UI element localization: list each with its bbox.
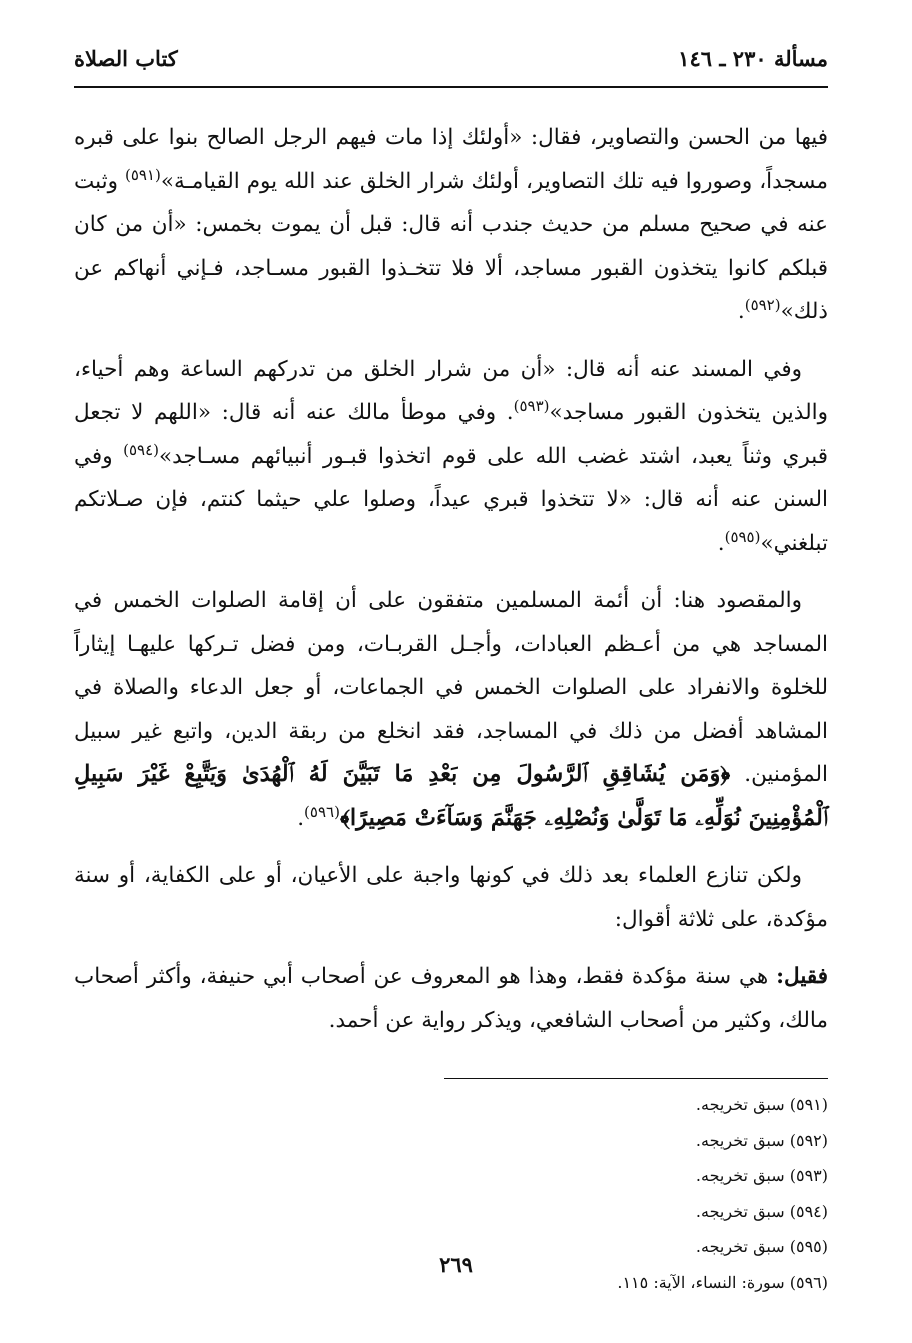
footnote-item: (٥٩٥) سبق تخريجه. [695,1237,828,1256]
paragraph [74,579,828,840]
text-run: . [717,530,725,556]
footnote-reference: (٥٩٥) [724,527,761,546]
text-run: هي سنة مؤكدة فقط، وهذا هو المعروف عن أصحاب أبي حنيفة، وأكثر أصحاب مالك، وكثير من أصحاب الشافعي، ويذكر رواية عن أحمد. [74,964,828,1033]
text-run: . [297,805,305,831]
text-run: . [737,299,745,324]
text-run: والمقصود هنا: أن أئمة المسلمين متفقون على أن إقامة الصلوات الخمس في المساجد هي من أعـظم العبادات، وأجـل القربـات، ومن فضل تـركها عليهـا إيثاراً للخلوة والانفراد على الصلوات الخمس في الجماعات، أو جعل الدعاء والصلاة في المشاهد أفضل من ذلك في المساجد، فقد انخلع من ربقة الدين، واتبع غير سبيل المؤمنين. [74,588,828,787]
footnote-item: (٥٩١) سبق تخريجه. [695,1095,828,1114]
paragraph [74,854,828,941]
quran-verse: ﴿وَمَن يُشَاقِقِ ٱلرَّسُولَ مِن بَعْدِ مَا تَبَيَّنَ لَهُ ٱلْهُدَىٰ وَيَتَّبِعْ غَيْرَ سَبِيلِ ٱلْمُؤْمِنِينَ نُوَلِّهِۦ مَا تَوَلَّىٰ وَنُصْلِهِۦ جَهَنَّمَ وَسَآءَتْ مَصِيرًا﴾ [74,761,828,831]
footnote-item: (٥٩٣) سبق تخريجه. [695,1166,828,1185]
text-run: وثبت عنه في صحيح مسلم من حديث جندب أنه قال: قبل أن يموت بخمس: «أن من كان قبلكم كانوا يتخذون القبور مساجد، ألا فلا تتخـذوا القبور مسـاجد، فـإني أنهاكم عن ذلك» [74,168,828,324]
book-title: كتاب الصلاة [74,46,178,71]
paragraph [74,348,828,566]
page-number: ٢٦٩ [439,1252,473,1277]
paragraph [74,955,828,1042]
text-run: . وفي موطأ مالك عنه أنه قال: «اللهم لا تجعل قبري وثناً يعبد، اشتد غضب الله على قوم اتخذوا قبـور أنبيائهم مسـاجد» [74,400,828,469]
footnote-item: (٥٩٢) سبق تخريجه. [695,1130,828,1150]
footnote-reference: (٥٩٣) [513,396,550,415]
footnote-reference: (٥٩١) [124,165,161,184]
book-page [74,30,828,1343]
footnote-item: (٥٩٦) سورة: النساء، الآية: ١١٥. [617,1272,828,1292]
footnote-reference: (٥٩٦) [304,802,340,821]
paragraph [74,116,828,334]
main-text [74,116,828,1042]
footnote-item: (٥٩٤) سبق تخريجه. [695,1201,828,1221]
text-run: وفي المسند عنه أنه قال: «أن من شرار الخلق من تدركهم الساعة وهم أحياء، والذين يتخذون القبور مساجد» [74,356,828,425]
text-run: وفي السنن عنه أنه قال: «لا تتخذوا قبري عيداً، وصلوا علي حيثما كنتم، فإن صـلاتكم تبلغني» [74,443,828,556]
running-header [74,30,828,88]
section-title: مسألة ٢٣٠ ـ ١٤٦ [678,46,828,71]
footnote-separator [444,1078,828,1079]
text-run: فيها من الحسن والتصاوير، فقال: «أولئك إذا مات فيهم الرجل الصالح بنوا على قبره مسجداً، وصوروا فيه تلك التصاوير، أولئك شرار الخلق عند الله يوم القيامـة» [74,125,828,194]
footnote-reference: (٥٩٤) [123,440,159,459]
lead-word: فقيل: [776,964,828,989]
footnote-reference: (٥٩٢) [744,295,781,314]
text-run: ولكن تنازع العلماء بعد ذلك في كونها واجبة على الأعيان، أو على الكفاية، أو سنة مؤكدة، على ثلاثة أقوال: [74,863,828,932]
